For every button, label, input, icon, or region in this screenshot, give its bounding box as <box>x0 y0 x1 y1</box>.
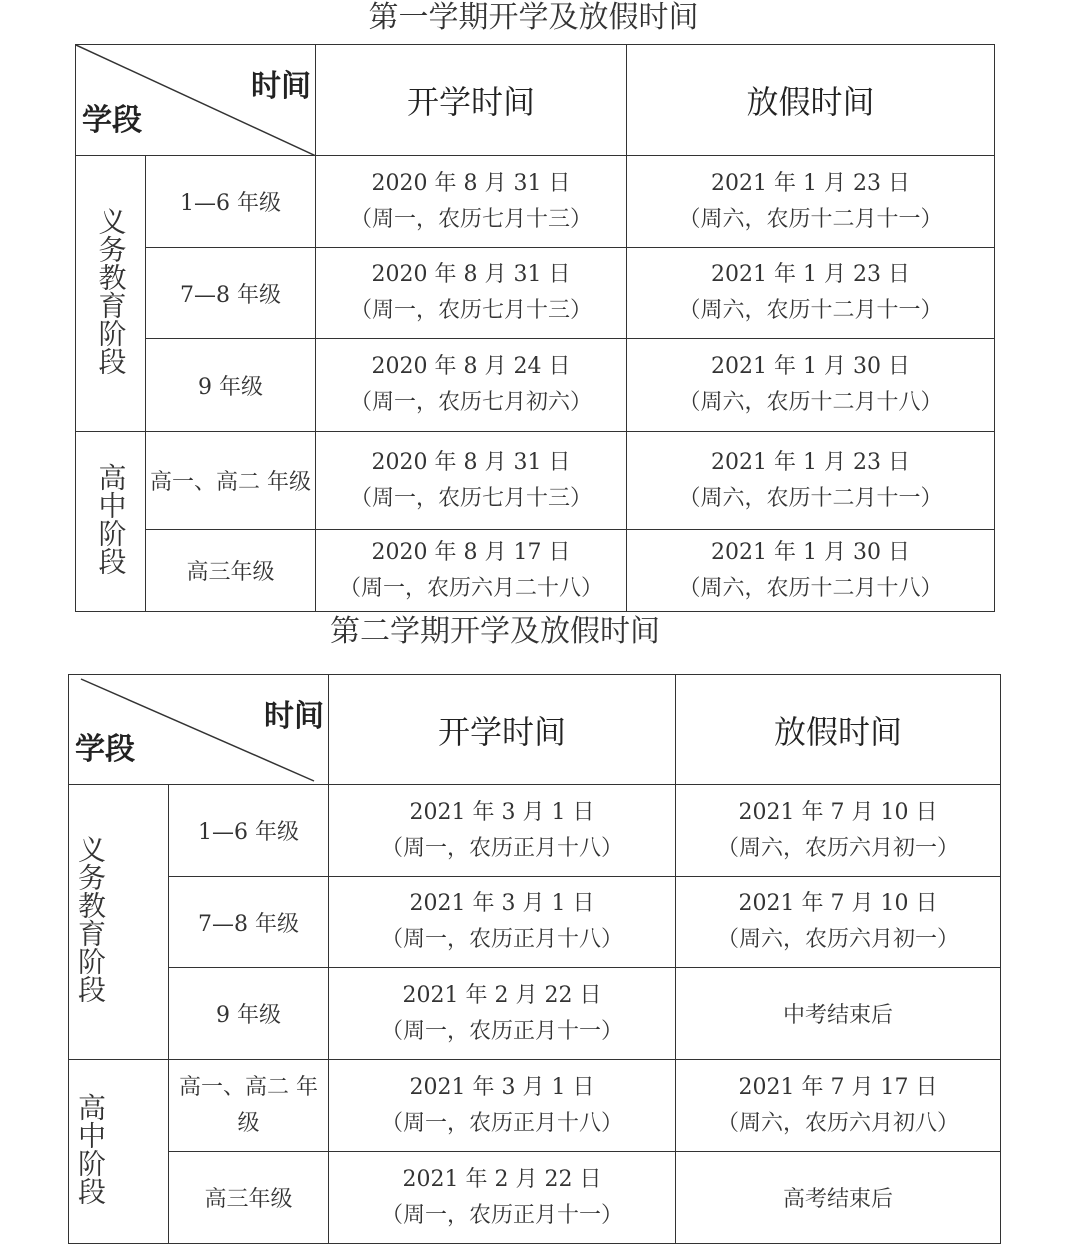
end-note: （周六，农历十二月十一） <box>678 206 943 232</box>
header-start: 开学时间 <box>329 675 676 785</box>
grade-cell: 1—6 年级 <box>169 785 329 877</box>
start-date: 2020 年 8 月 31 日 <box>371 262 571 287</box>
diagonal-header-cell <box>69 675 329 785</box>
start-date: 2021 年 3 月 1 日 <box>409 1074 595 1100</box>
table-header-row <box>76 45 995 156</box>
table-row <box>69 968 1001 1060</box>
table-row <box>69 877 1001 968</box>
grade-cell: 高三年级 <box>169 1152 329 1244</box>
table-row <box>69 1060 1001 1152</box>
start-cell <box>329 1152 676 1244</box>
table-header-row <box>69 675 1001 785</box>
start-cell <box>329 877 676 968</box>
end-cell <box>627 339 995 432</box>
end-date: 2021 年 7 月 10 日 <box>738 891 938 916</box>
end-cell: 高考结束后 <box>676 1152 1001 1244</box>
start-note: （周一，农历正月十八） <box>380 835 623 861</box>
end-cell <box>627 248 995 339</box>
start-cell <box>329 785 676 877</box>
grade-cell: 高一、高二 年级 <box>146 432 316 530</box>
end-date: 2021 年 1 月 23 日 <box>711 170 910 196</box>
start-note: （周一，农历正月十八） <box>380 927 623 952</box>
stage-cell-high-school: 高中阶段 <box>76 432 146 612</box>
start-note: （周一，农历正月十一） <box>380 1018 623 1044</box>
end-cell <box>676 785 1001 877</box>
end-note: （周六，农历十二月十一） <box>678 485 943 511</box>
table-row <box>69 785 1001 877</box>
header-time-label: 时间 <box>251 69 311 104</box>
end-date: 2021 年 7 月 17 日 <box>738 1074 938 1100</box>
stage-cell-high-school: 高中阶段 <box>69 1060 169 1244</box>
end-cell <box>627 156 995 248</box>
table-row <box>76 339 995 432</box>
end-cell <box>676 877 1001 968</box>
diagonal-header-cell <box>76 45 316 156</box>
end-date: 2021 年 1 月 30 日 <box>711 539 910 565</box>
start-date: 2020 年 8 月 31 日 <box>371 449 571 475</box>
start-date: 2021 年 2 月 22 日 <box>402 1166 602 1192</box>
header-start: 开学时间 <box>316 45 627 156</box>
start-cell <box>316 248 627 339</box>
table-row <box>76 432 995 530</box>
header-stage-label: 学段 <box>75 732 135 767</box>
grade-cell: 1—6 年级 <box>146 156 316 248</box>
header-stage-label: 学段 <box>82 103 142 138</box>
table-row <box>69 1152 1001 1244</box>
table-row <box>76 530 995 612</box>
start-cell <box>316 432 627 530</box>
table-row <box>76 248 995 339</box>
stage-cell-compulsory: 义务教育阶段 <box>76 156 146 432</box>
start-date: 2020 年 8 月 24 日 <box>371 354 571 379</box>
header-time-label: 时间 <box>264 699 324 734</box>
start-date: 2021 年 3 月 1 日 <box>409 891 595 916</box>
end-date: 2021 年 1 月 30 日 <box>711 354 910 379</box>
end-cell <box>627 530 995 612</box>
start-note: （周一，农历七月十三） <box>349 298 592 323</box>
start-cell <box>329 968 676 1060</box>
grade-cell: 9 年级 <box>146 339 316 432</box>
grade-cell: 7—8 年级 <box>169 877 329 968</box>
start-date: 2020 年 8 月 17 日 <box>371 539 571 565</box>
semester1-title: 第一学期开学及放假时间 <box>368 0 699 35</box>
start-date: 2020 年 8 月 31 日 <box>371 170 571 196</box>
semester2-title: 第二学期开学及放假时间 <box>330 614 660 649</box>
grade-cell: 高三年级 <box>146 530 316 612</box>
grade-cell: 高一、高二 年级 <box>169 1060 329 1152</box>
end-note: （周六，农历六月初八） <box>716 1110 959 1136</box>
table-row <box>76 156 995 248</box>
end-note: （周六，农历六月初一） <box>716 835 959 861</box>
start-cell <box>316 156 627 248</box>
start-cell <box>329 1060 676 1152</box>
grade-cell: 9 年级 <box>169 968 329 1060</box>
start-note: （周一，农历六月二十八） <box>338 575 603 601</box>
start-cell <box>316 530 627 612</box>
start-date: 2021 年 2 月 22 日 <box>402 982 602 1008</box>
start-note: （周一，农历正月十一） <box>380 1202 623 1228</box>
start-note: （周一，农历正月十八） <box>380 1110 623 1136</box>
start-date: 2021 年 3 月 1 日 <box>409 799 595 825</box>
end-note: （周六，农历十二月十一） <box>678 298 943 323</box>
semester2-table <box>68 674 1001 1244</box>
header-end: 放假时间 <box>676 675 1001 785</box>
end-note: （周六，农历十二月十八） <box>678 390 943 415</box>
end-cell: 中考结束后 <box>676 968 1001 1060</box>
semester1-table <box>75 44 995 612</box>
end-cell <box>627 432 995 530</box>
header-end: 放假时间 <box>627 45 995 156</box>
end-date: 2021 年 1 月 23 日 <box>711 449 910 475</box>
end-date: 2021 年 1 月 23 日 <box>711 262 910 287</box>
end-cell <box>676 1060 1001 1152</box>
grade-cell: 7—8 年级 <box>146 248 316 339</box>
start-note: （周一，农历七月十三） <box>349 485 592 511</box>
end-date: 2021 年 7 月 10 日 <box>738 799 938 825</box>
stage-cell-compulsory: 义务教育阶段 <box>69 785 169 1060</box>
start-cell <box>316 339 627 432</box>
start-note: （周一，农历七月初六） <box>349 390 592 415</box>
end-note: （周六，农历十二月十八） <box>678 575 943 601</box>
end-note: （周六，农历六月初一） <box>716 927 959 952</box>
start-note: （周一，农历七月十三） <box>349 206 592 232</box>
